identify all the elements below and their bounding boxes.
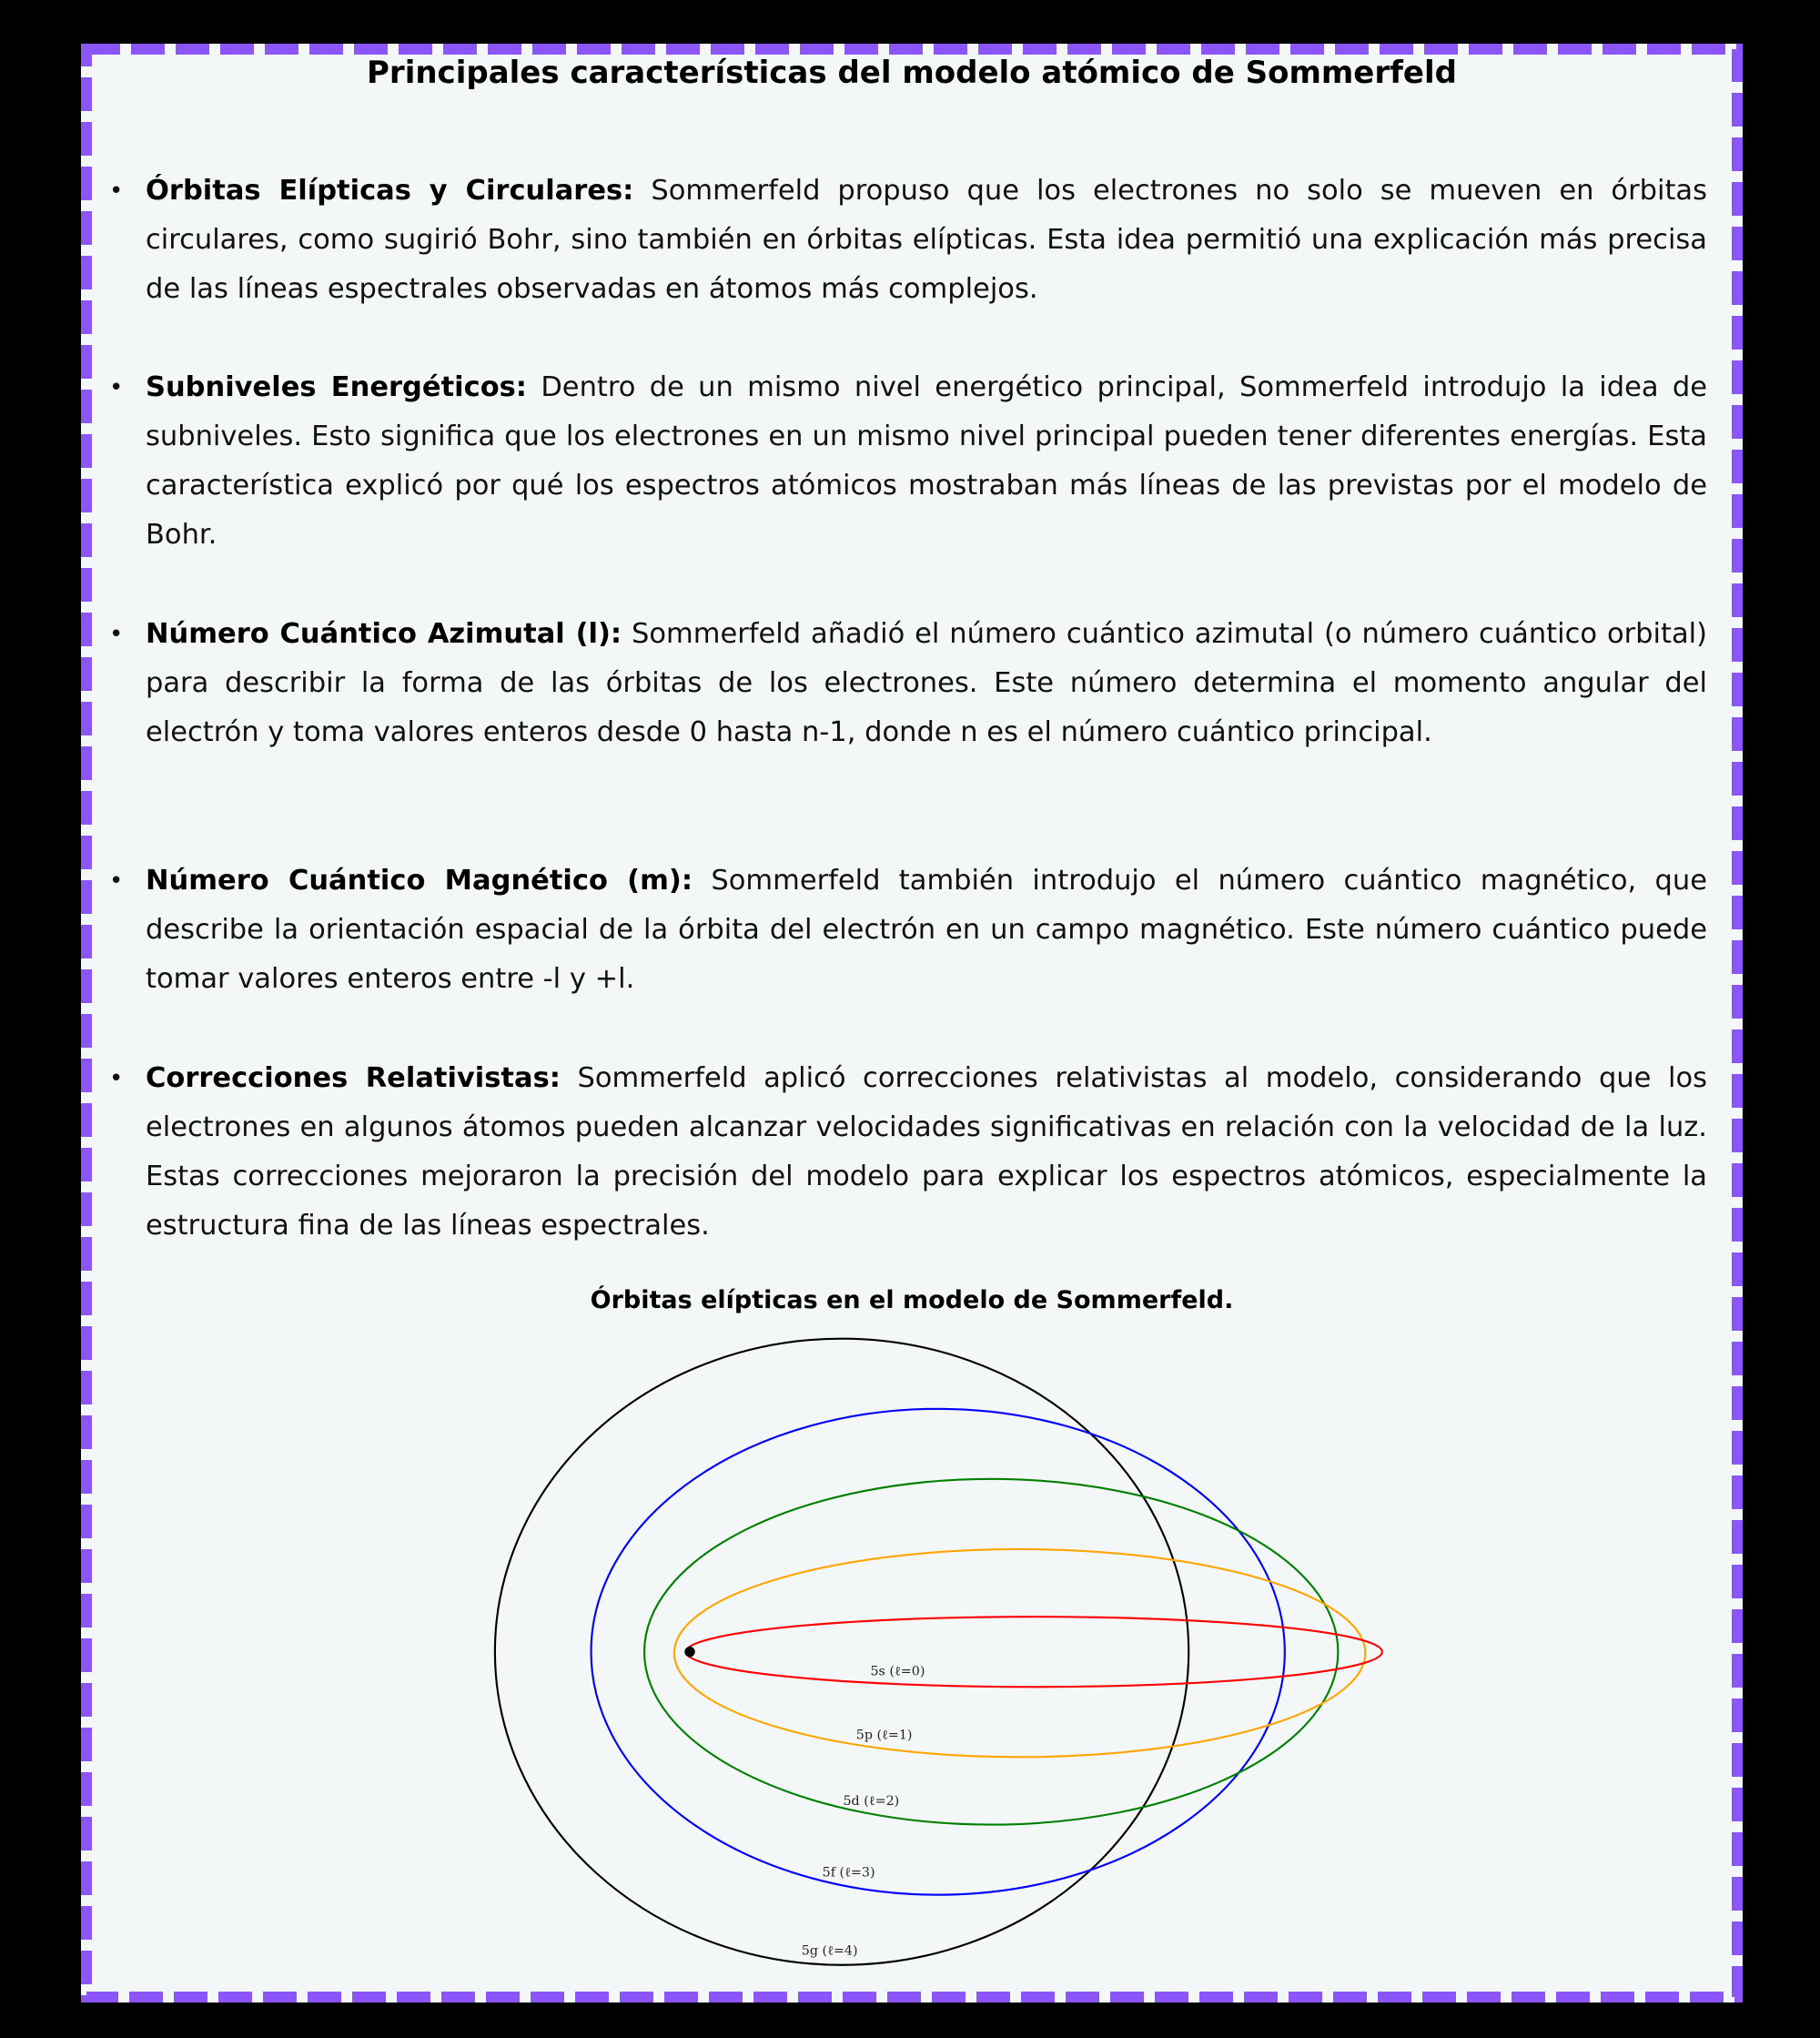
nucleus-icon [684, 1647, 694, 1657]
orbit-label-5g: 5g (ℓ=4) [801, 1943, 858, 1959]
diagram-title: Órbitas elípticas en el modelo de Sommerfeld. [590, 1286, 1234, 1314]
orbit-label-5s: 5s (ℓ=0) [870, 1664, 925, 1679]
orbit-label-5p: 5p (ℓ=1) [855, 1728, 913, 1743]
orbit-5d [644, 1479, 1338, 1825]
bullet-icon: • [109, 374, 124, 401]
orbit-label-5f: 5f (ℓ=3) [822, 1865, 875, 1881]
item-text: Sommerfeld también introdujo el número cuántico magnético, que describe la orientación espacial de la órbita del electrón en un campo magnético. Este número cuántico puede tomar valores enteros entre -l y +l. [146, 865, 1708, 995]
item-term: Órbitas Elípticas y Circulares: [146, 175, 634, 207]
bullet-icon: • [109, 867, 124, 895]
orbit-5s [686, 1617, 1382, 1687]
item-text: Dentro de un mismo nivel energético principal, Sommerfeld introdujo la idea de subniveles. Esto significa que los electrones en un mismo nivel principal pueden tener diferentes energías. Esta característica explicó por qué los espectros atómicos mostraban más líneas de las previstas por el modelo de Bohr. [146, 371, 1708, 551]
orbit-5p [674, 1549, 1365, 1757]
bullet-icon: • [109, 621, 124, 648]
item-text: Sommerfeld propuso que los electrones no solo se mueven en órbitas circulares, como sugirió Bohr, sino también en órbitas elípticas. Esta idea permitió una explicación más precisa de las líneas espectrales observadas en átomos más complejos. [146, 175, 1707, 305]
item-term: Número Cuántico Azimutal (l): [146, 618, 622, 650]
item-text: Sommerfeld aplicó correcciones relativistas al modelo, considerando que los electrones en algunos átomos pueden alcanzar velocidades significativas en relación con la velocidad de la luz. Estas correcciones mejoraron la precisión del modelo para explicar los espectros atómicos, especialmente la estructura fina de las líneas espectrales. [146, 1062, 1707, 1242]
item-text: Sommerfeld añadió el número cuántico azimutal (o número cuántico orbital) para describir la forma de las órbitas de los electrones. Este número determina el momento angular del electrón y toma valores enteros desde 0 hasta n-1, donde n es el número cuántico principal. [146, 618, 1708, 748]
item-term: Número Cuántico Magnético (m): [146, 865, 693, 897]
bullet-icon: • [109, 177, 124, 205]
item-term: Subniveles Energéticos: [146, 371, 527, 403]
page-title: Principales características del modelo atómico de Sommerfeld [367, 55, 1457, 91]
item-term: Correcciones Relativistas: [146, 1062, 561, 1094]
bullet-icon: • [109, 1065, 124, 1092]
orbit-label-5d: 5d (ℓ=2) [843, 1794, 900, 1810]
